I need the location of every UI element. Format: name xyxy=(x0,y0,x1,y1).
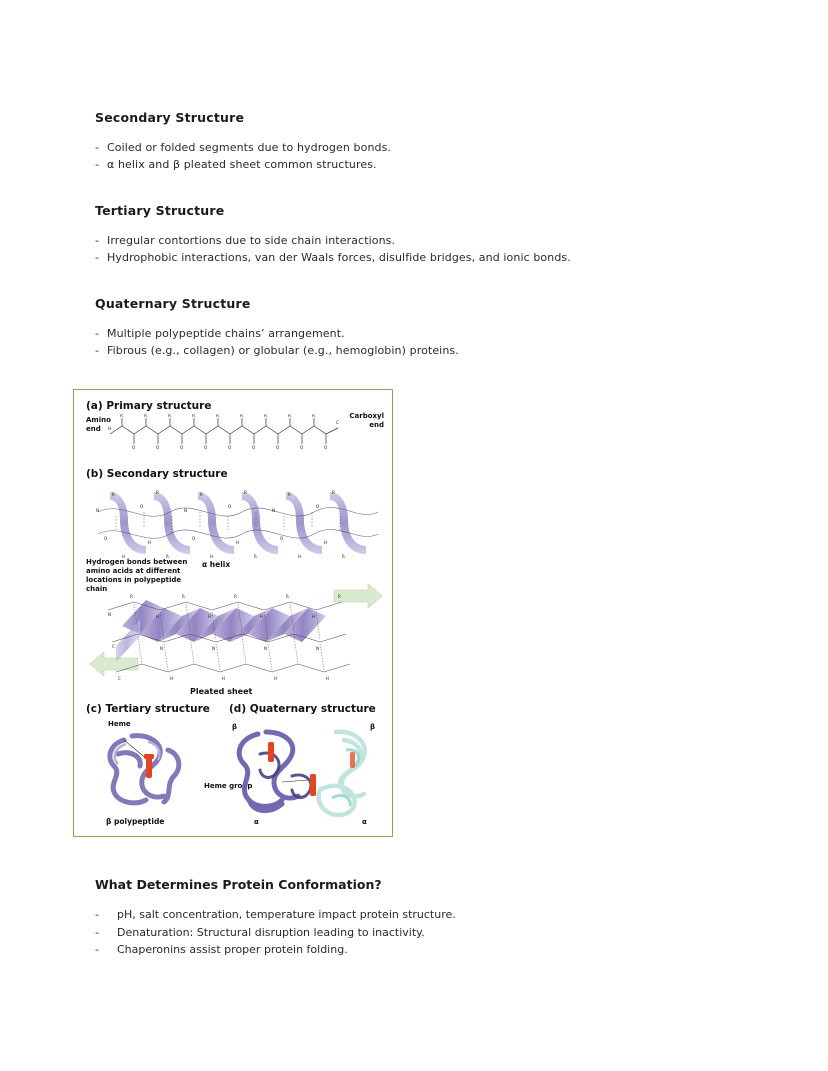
svg-text:H: H xyxy=(122,554,126,560)
svg-text:N: N xyxy=(264,646,267,652)
svg-text:R: R xyxy=(112,492,115,498)
list-item xyxy=(95,249,745,266)
svg-text:R: R xyxy=(244,490,247,496)
svg-text:N: N xyxy=(272,508,275,514)
hydrogen-bond-caption: Hydrogen bonds between amino acids at different locations in polypeptide chain xyxy=(86,558,188,593)
list-item-text: Fibrous (e.g., collagen) or globular (e.g., hemoglobin) proteins. xyxy=(107,344,459,358)
list-item-text: α helix and β pleated sheet common structures. xyxy=(107,158,377,172)
svg-text:O: O xyxy=(192,536,196,542)
svg-text:H: H xyxy=(222,676,226,682)
svg-text:R: R xyxy=(182,594,185,600)
alpha-subunit-right-label: α xyxy=(362,818,367,827)
svg-text:R: R xyxy=(130,594,133,600)
bullet-dash: - xyxy=(95,925,99,939)
svg-text:R: R xyxy=(338,594,341,600)
figure-panel-a-title: (a) Primary structure xyxy=(86,400,212,413)
svg-text:R: R xyxy=(312,414,315,419)
svg-text:R: R xyxy=(156,490,159,496)
svg-text:R: R xyxy=(288,414,291,419)
svg-text:O: O xyxy=(132,445,136,451)
amino-end-label: Amino end xyxy=(86,416,111,434)
svg-text:H: H xyxy=(170,676,174,682)
svg-text:R: R xyxy=(192,414,195,419)
bullet-dash: - xyxy=(95,943,99,957)
heading-secondary-structure: Secondary Structure xyxy=(95,110,245,125)
bullet-dash: - xyxy=(95,251,100,265)
svg-text:H: H xyxy=(274,676,278,682)
list-item-text: Chaperonins assist proper protein folding. xyxy=(117,943,348,957)
pleated-sheet-diagram xyxy=(82,580,388,690)
svg-text:O: O xyxy=(316,504,320,510)
svg-text:O: O xyxy=(324,445,328,451)
bullet-dash: - xyxy=(95,141,100,154)
list-item xyxy=(95,906,745,924)
figure-panel-d-title: (d) Quaternary structure xyxy=(229,703,376,716)
list-item-text: Coiled or folded segments due to hydrogen bonds. xyxy=(107,141,392,154)
svg-text:O: O xyxy=(276,445,280,451)
svg-text:N: N xyxy=(212,646,215,652)
figure-panel-b-title: (b) Secondary structure xyxy=(86,468,228,481)
svg-text:R: R xyxy=(332,490,335,496)
svg-text:R: R xyxy=(286,594,289,600)
svg-text:C: C xyxy=(112,644,115,650)
svg-text:H: H xyxy=(298,554,302,560)
svg-text:O: O xyxy=(228,445,232,451)
svg-text:N: N xyxy=(96,508,99,514)
svg-text:N: N xyxy=(184,508,187,514)
svg-text:R: R xyxy=(342,554,345,560)
svg-text:R: R xyxy=(288,492,291,498)
list-item xyxy=(95,924,745,942)
alpha-subunit-left-label: α xyxy=(254,818,259,827)
bullet-dash: - xyxy=(95,327,100,341)
list-item xyxy=(95,325,745,342)
list-secondary-structure xyxy=(95,139,745,173)
list-item-text: Irregular contortions due to side chain interactions. xyxy=(107,234,396,248)
svg-text:H: H xyxy=(108,426,112,432)
list-item xyxy=(95,156,745,173)
svg-text:R: R xyxy=(200,492,203,498)
list-item xyxy=(95,139,745,156)
svg-text:O: O xyxy=(156,445,160,451)
svg-text:R: R xyxy=(264,414,267,419)
svg-text:H: H xyxy=(210,554,214,560)
svg-text:R: R xyxy=(144,414,147,419)
svg-text:N: N xyxy=(108,612,111,618)
svg-text:R: R xyxy=(254,554,257,560)
beta-polypeptide-label: β polypeptide xyxy=(106,817,165,827)
svg-text:H: H xyxy=(156,614,160,620)
bullet-dash: - xyxy=(95,344,100,358)
svg-text:H: H xyxy=(208,614,212,620)
bullet-dash: - xyxy=(95,158,100,172)
svg-text:O: O xyxy=(252,445,256,451)
svg-text:C: C xyxy=(118,676,121,682)
list-item-text: pH, salt concentration, temperature impact protein structure. xyxy=(117,908,456,922)
heme-group-label: Heme group xyxy=(204,782,253,791)
list-item-text: Multiple polypeptide chains’ arrangement. xyxy=(107,327,345,341)
quaternary-structure-diagram xyxy=(224,720,389,830)
svg-text:R: R xyxy=(166,554,169,560)
alpha-helix-label: α helix xyxy=(202,560,231,570)
protein-structure-figure xyxy=(73,389,393,837)
svg-text:C: C xyxy=(336,420,339,426)
list-tertiary-structure xyxy=(95,232,745,266)
list-protein-conformation xyxy=(95,906,745,959)
heading-tertiary-structure: Tertiary Structure xyxy=(95,203,225,219)
pleated-sheet-label: Pleated sheet xyxy=(190,687,253,697)
svg-text:O: O xyxy=(280,536,284,542)
svg-text:H: H xyxy=(236,540,240,546)
svg-text:N: N xyxy=(316,646,319,652)
heme-label: Heme xyxy=(108,720,131,729)
svg-text:H: H xyxy=(312,614,316,620)
svg-text:O: O xyxy=(140,504,144,510)
heading-protein-conformation: What Determines Protein Conformation? xyxy=(95,877,382,893)
tertiary-structure-diagram xyxy=(88,720,218,820)
svg-text:R: R xyxy=(240,414,243,419)
svg-text:O: O xyxy=(180,445,184,451)
svg-text:R: R xyxy=(234,594,237,600)
svg-text:O: O xyxy=(204,445,208,451)
svg-text:R: R xyxy=(216,414,219,419)
svg-text:O: O xyxy=(228,504,232,510)
document-content xyxy=(86,110,745,959)
bullet-dash: - xyxy=(95,234,100,248)
list-item xyxy=(95,232,745,249)
svg-text:H: H xyxy=(324,540,328,546)
list-quaternary-structure xyxy=(95,325,745,359)
svg-text:H: H xyxy=(148,540,152,546)
heading-quaternary-structure: Quaternary Structure xyxy=(95,296,251,312)
list-item-text: Denaturation: Structural disruption leading to inactivity. xyxy=(117,925,425,939)
svg-text:O: O xyxy=(300,445,304,451)
alpha-helix-diagram xyxy=(82,482,388,562)
list-item xyxy=(95,342,745,359)
list-item xyxy=(95,941,745,959)
primary-structure-backbone-diagram xyxy=(102,414,362,454)
bullet-dash: - xyxy=(95,908,99,922)
figure-panel-c-title: (c) Tertiary structure xyxy=(86,703,210,716)
beta-subunit-left-label: β xyxy=(232,723,238,732)
svg-text:H: H xyxy=(260,614,264,620)
svg-text:O: O xyxy=(104,536,108,542)
svg-text:R: R xyxy=(168,414,171,419)
svg-text:N: N xyxy=(160,646,163,652)
svg-text:R: R xyxy=(120,414,123,419)
svg-text:H: H xyxy=(326,676,330,682)
list-item-text: Hydrophobic interactions, van der Waals forces, disulfide bridges, and ionic bonds. xyxy=(107,251,571,265)
carboxyl-end-label: Carboxyl end xyxy=(349,412,384,430)
beta-subunit-right-label: β xyxy=(370,723,376,732)
